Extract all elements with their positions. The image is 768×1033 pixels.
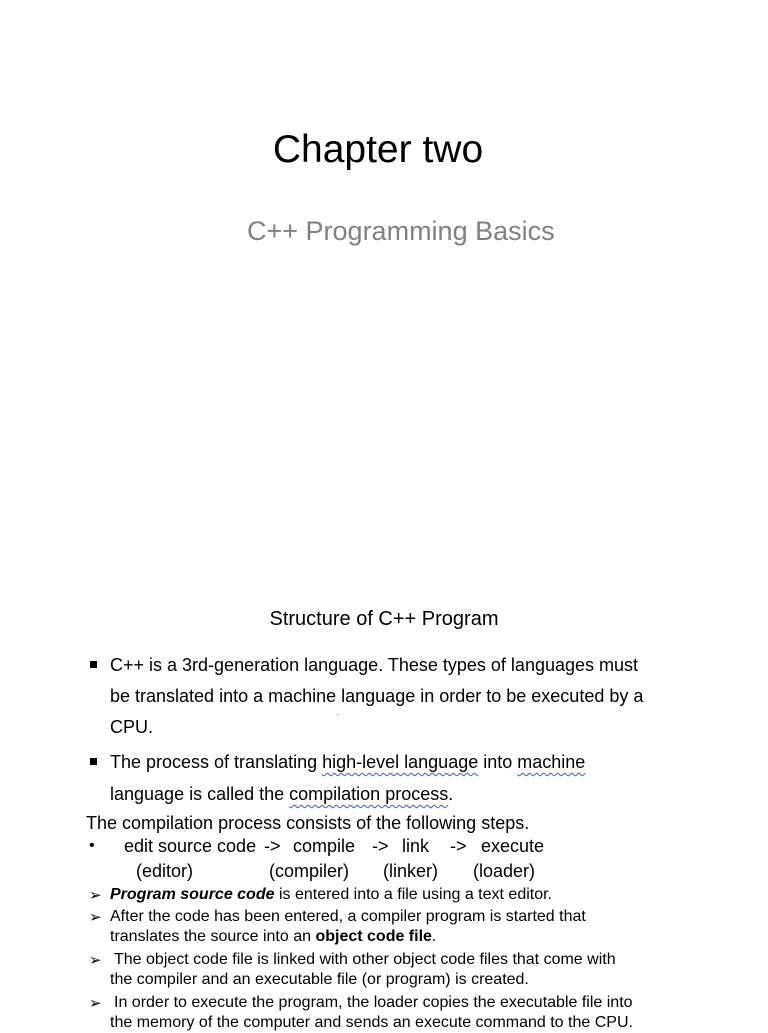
- tool-linker: (linker): [383, 861, 439, 881]
- steps-intro: The compilation process consists of the following steps.: [86, 813, 530, 833]
- object-code-file-term: object code file: [315, 928, 432, 945]
- step-arrow: ->: [372, 836, 389, 856]
- step2-text: translates the source into an: [110, 928, 316, 945]
- bullet2-text: language is called the: [110, 784, 290, 804]
- machine-term: machine: [517, 752, 586, 772]
- step-arrow: ->: [264, 836, 281, 856]
- bullet2-text: .: [448, 784, 454, 804]
- bullet2-line1: [110, 750, 585, 774]
- step-link: link: [402, 836, 430, 856]
- program-source-code-term: Program source code: [110, 886, 275, 903]
- step-edit-source-code: edit source code: [124, 836, 257, 856]
- bullet1-line2: be translated into a machine language in order to be executed by a: [110, 686, 644, 706]
- bullet1-line1: C++ is a 3rd-generation language. These types of languages must: [110, 655, 639, 675]
- step4-line2: the memory of the computer and sends an execute command to the CPU.: [110, 1014, 633, 1031]
- tool-loader: (loader): [473, 861, 536, 881]
- tool-editor: (editor): [136, 861, 194, 881]
- square-bullet-icon: [90, 758, 97, 765]
- step1-text: [110, 885, 552, 905]
- bullet2-text: The process of translating: [110, 752, 323, 772]
- chapter-subtitle: C++ Programming Basics: [247, 216, 555, 246]
- bullet2-line2: [110, 782, 453, 806]
- chapter-title: Chapter two: [272, 128, 484, 171]
- step-execute: execute: [481, 836, 545, 856]
- section-heading: Structure of C++ Program: [269, 608, 499, 630]
- step2-text: .: [431, 928, 437, 945]
- high-level-language-term: high-level language: [322, 752, 479, 772]
- step1-rest: is entered into a file using a text editor.: [274, 886, 552, 903]
- compilation-process-term: compilation process: [289, 784, 449, 804]
- bullet1-line3: CPU.: [110, 717, 154, 737]
- bullet2-text: into: [478, 752, 518, 772]
- step2-line2: [110, 927, 436, 947]
- tool-compiler: (compiler): [269, 861, 350, 881]
- square-bullet-icon: [90, 661, 97, 668]
- step3-line2: the compiler and an executable file (or program) is created.: [110, 971, 529, 988]
- step4-line1: In order to execute the program, the loader copies the executable file into: [114, 994, 633, 1011]
- arrow-bullet-icon: ➢: [89, 994, 102, 1012]
- scan-speck: [337, 714, 339, 715]
- arrow-bullet-icon: ➢: [89, 908, 102, 926]
- step-compile: compile: [293, 836, 356, 856]
- arrow-bullet-icon: ➢: [89, 951, 102, 969]
- step2-line1: After the code has been entered, a compiler program is started that: [110, 908, 586, 925]
- dot-bullet-icon: •: [89, 837, 95, 854]
- arrow-bullet-icon: ➢: [89, 886, 102, 904]
- step-arrow: ->: [450, 836, 467, 856]
- step3-line1: The object code file is linked with other object code files that come with: [114, 951, 616, 968]
